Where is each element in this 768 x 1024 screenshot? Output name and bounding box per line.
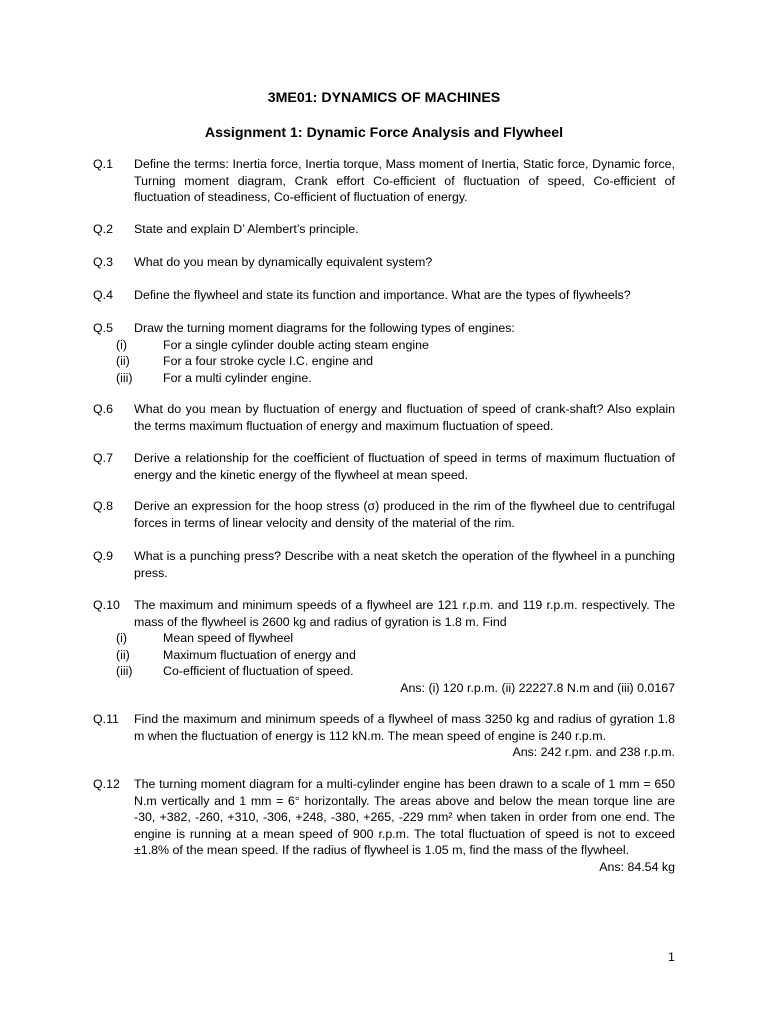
question-number: Q.8 xyxy=(93,499,113,513)
question-9 xyxy=(93,548,675,581)
question-number: Q.4 xyxy=(93,288,113,302)
question-number: Q.1 xyxy=(93,157,113,171)
sub-item xyxy=(93,663,675,680)
sub-item-text: Mean speed of flywheel xyxy=(163,631,294,646)
question-text: What do you mean by dynamically equivalent system? xyxy=(134,255,433,269)
answer: Ans: 242 r.pm. and 238 r.p.m. xyxy=(512,745,675,760)
question-1 xyxy=(93,156,675,206)
question-2 xyxy=(93,221,675,238)
question-text: What is a punching press? Describe with a neat sketch the operation of the flywheel in a punching press. xyxy=(134,549,675,580)
sub-item-numeral: (iii) xyxy=(116,664,133,679)
question-number: Q.11 xyxy=(93,712,119,726)
question-number: Q.12 xyxy=(93,777,120,791)
sub-item-numeral: (iii) xyxy=(116,370,133,385)
sub-item xyxy=(93,353,675,370)
question-text: Derive a relationship for the coefficient of fluctuation of speed in terms of maximum fluctuation of energy and the kinetic energy of the flywheel at mean speed. xyxy=(134,451,675,482)
question-number: Q.10 xyxy=(93,598,120,612)
question-12 xyxy=(93,776,675,876)
sub-item-text: For a single cylinder double acting steam engine xyxy=(163,337,429,352)
answer: Ans: (i) 120 r.p.m. (ii) 22227.8 N.m and (iii) 0.0167 xyxy=(400,680,675,695)
sub-item-text: Co-efficient of fluctuation of speed. xyxy=(163,664,354,679)
question-number: Q.2 xyxy=(93,222,113,236)
question-4 xyxy=(93,287,675,304)
question-5 xyxy=(93,320,675,386)
question-number: Q.6 xyxy=(93,402,113,416)
question-7 xyxy=(93,450,675,483)
sub-item-text: For a four stroke cycle I.C. engine and xyxy=(163,354,374,369)
sub-item xyxy=(93,370,675,387)
sub-item-numeral: (i) xyxy=(116,631,128,646)
sub-item xyxy=(93,337,675,354)
question-text: The maximum and minimum speeds of a flywheel are 121 r.p.m. and 119 r.p.m. respectively. The mass of the flywheel is 2600 kg and radius of gyration is 1.8 m. Find xyxy=(134,598,675,629)
question-text: Derive an expression for the hoop stress (σ) produced in the rim of the flywheel due to centrifugal forces in terms of linear velocity and density of the material of the rim. xyxy=(134,499,675,530)
question-number: Q.5 xyxy=(93,321,113,335)
sub-item-numeral: (i) xyxy=(116,337,128,352)
question-6 xyxy=(93,401,675,434)
answer: Ans: 84.54 kg xyxy=(599,859,675,874)
page-number: 1 xyxy=(668,950,675,964)
question-text: State and explain D’ Alembert’s principle. xyxy=(134,222,359,236)
question-number: Q.9 xyxy=(93,549,113,563)
sub-item-text: Maximum fluctuation of energy and xyxy=(163,647,356,662)
question-text: The turning moment diagram for a multi-cylinder engine has been drawn to a scale of 1 mm = 650 N.m vertically and 1 mm = 6° horizontally. The areas above and below the mean torque line are -30, +382, -260, +310, -306, +248, -380, +265, -229 mm² when taken in order from one end. The engine is running at a mean speed of 900 r.p.m. The total fluctuation of speed is not to exceed ±1.8% of the mean speed. If the radius of flywheel is 1.05 m, find the mass of the flywheel. xyxy=(134,777,675,858)
sub-item-numeral: (ii) xyxy=(116,354,130,369)
question-text: Define the terms: Inertia force, Inertia torque, Mass moment of Inertia, Static force, Dynamic force, Turning moment diagram, Crank effort Co-efficient of fluctuation of speed, Co-efficient of fluctuation of steadiness, Co-efficient of fluctuation of energy. xyxy=(134,157,675,205)
question-text: What do you mean by fluctuation of energy and fluctuation of speed of crank-shaft? Also explain the terms maximum fluctuation of energy and maximum fluctuation of speed. xyxy=(134,402,675,433)
question-3 xyxy=(93,254,675,271)
sub-item xyxy=(93,647,675,664)
course-title: 3ME01: DYNAMICS OF MACHINES xyxy=(267,90,501,106)
question-text: Find the maximum and minimum speeds of a flywheel of mass 3250 kg and radius of gyration 1.8 m when the fluctuation of energy is 112 kN.m. The mean speed of engine is 240 r.p.m. xyxy=(134,712,675,743)
question-8 xyxy=(93,498,675,531)
question-number: Q.7 xyxy=(93,451,113,465)
sub-item-numeral: (ii) xyxy=(116,647,130,662)
question-11 xyxy=(93,711,675,761)
sub-item-text: For a multi cylinder engine. xyxy=(163,370,312,385)
question-number: Q.3 xyxy=(93,255,113,269)
question-text: Define the flywheel and state its function and importance. What are the types of flywheels? xyxy=(134,288,631,302)
assignment-title: Assignment 1: Dynamic Force Analysis and Flywheel xyxy=(204,125,564,141)
sub-item xyxy=(93,630,675,647)
question-text: Draw the turning moment diagrams for the following types of engines: xyxy=(134,321,515,335)
question-10 xyxy=(93,597,675,697)
